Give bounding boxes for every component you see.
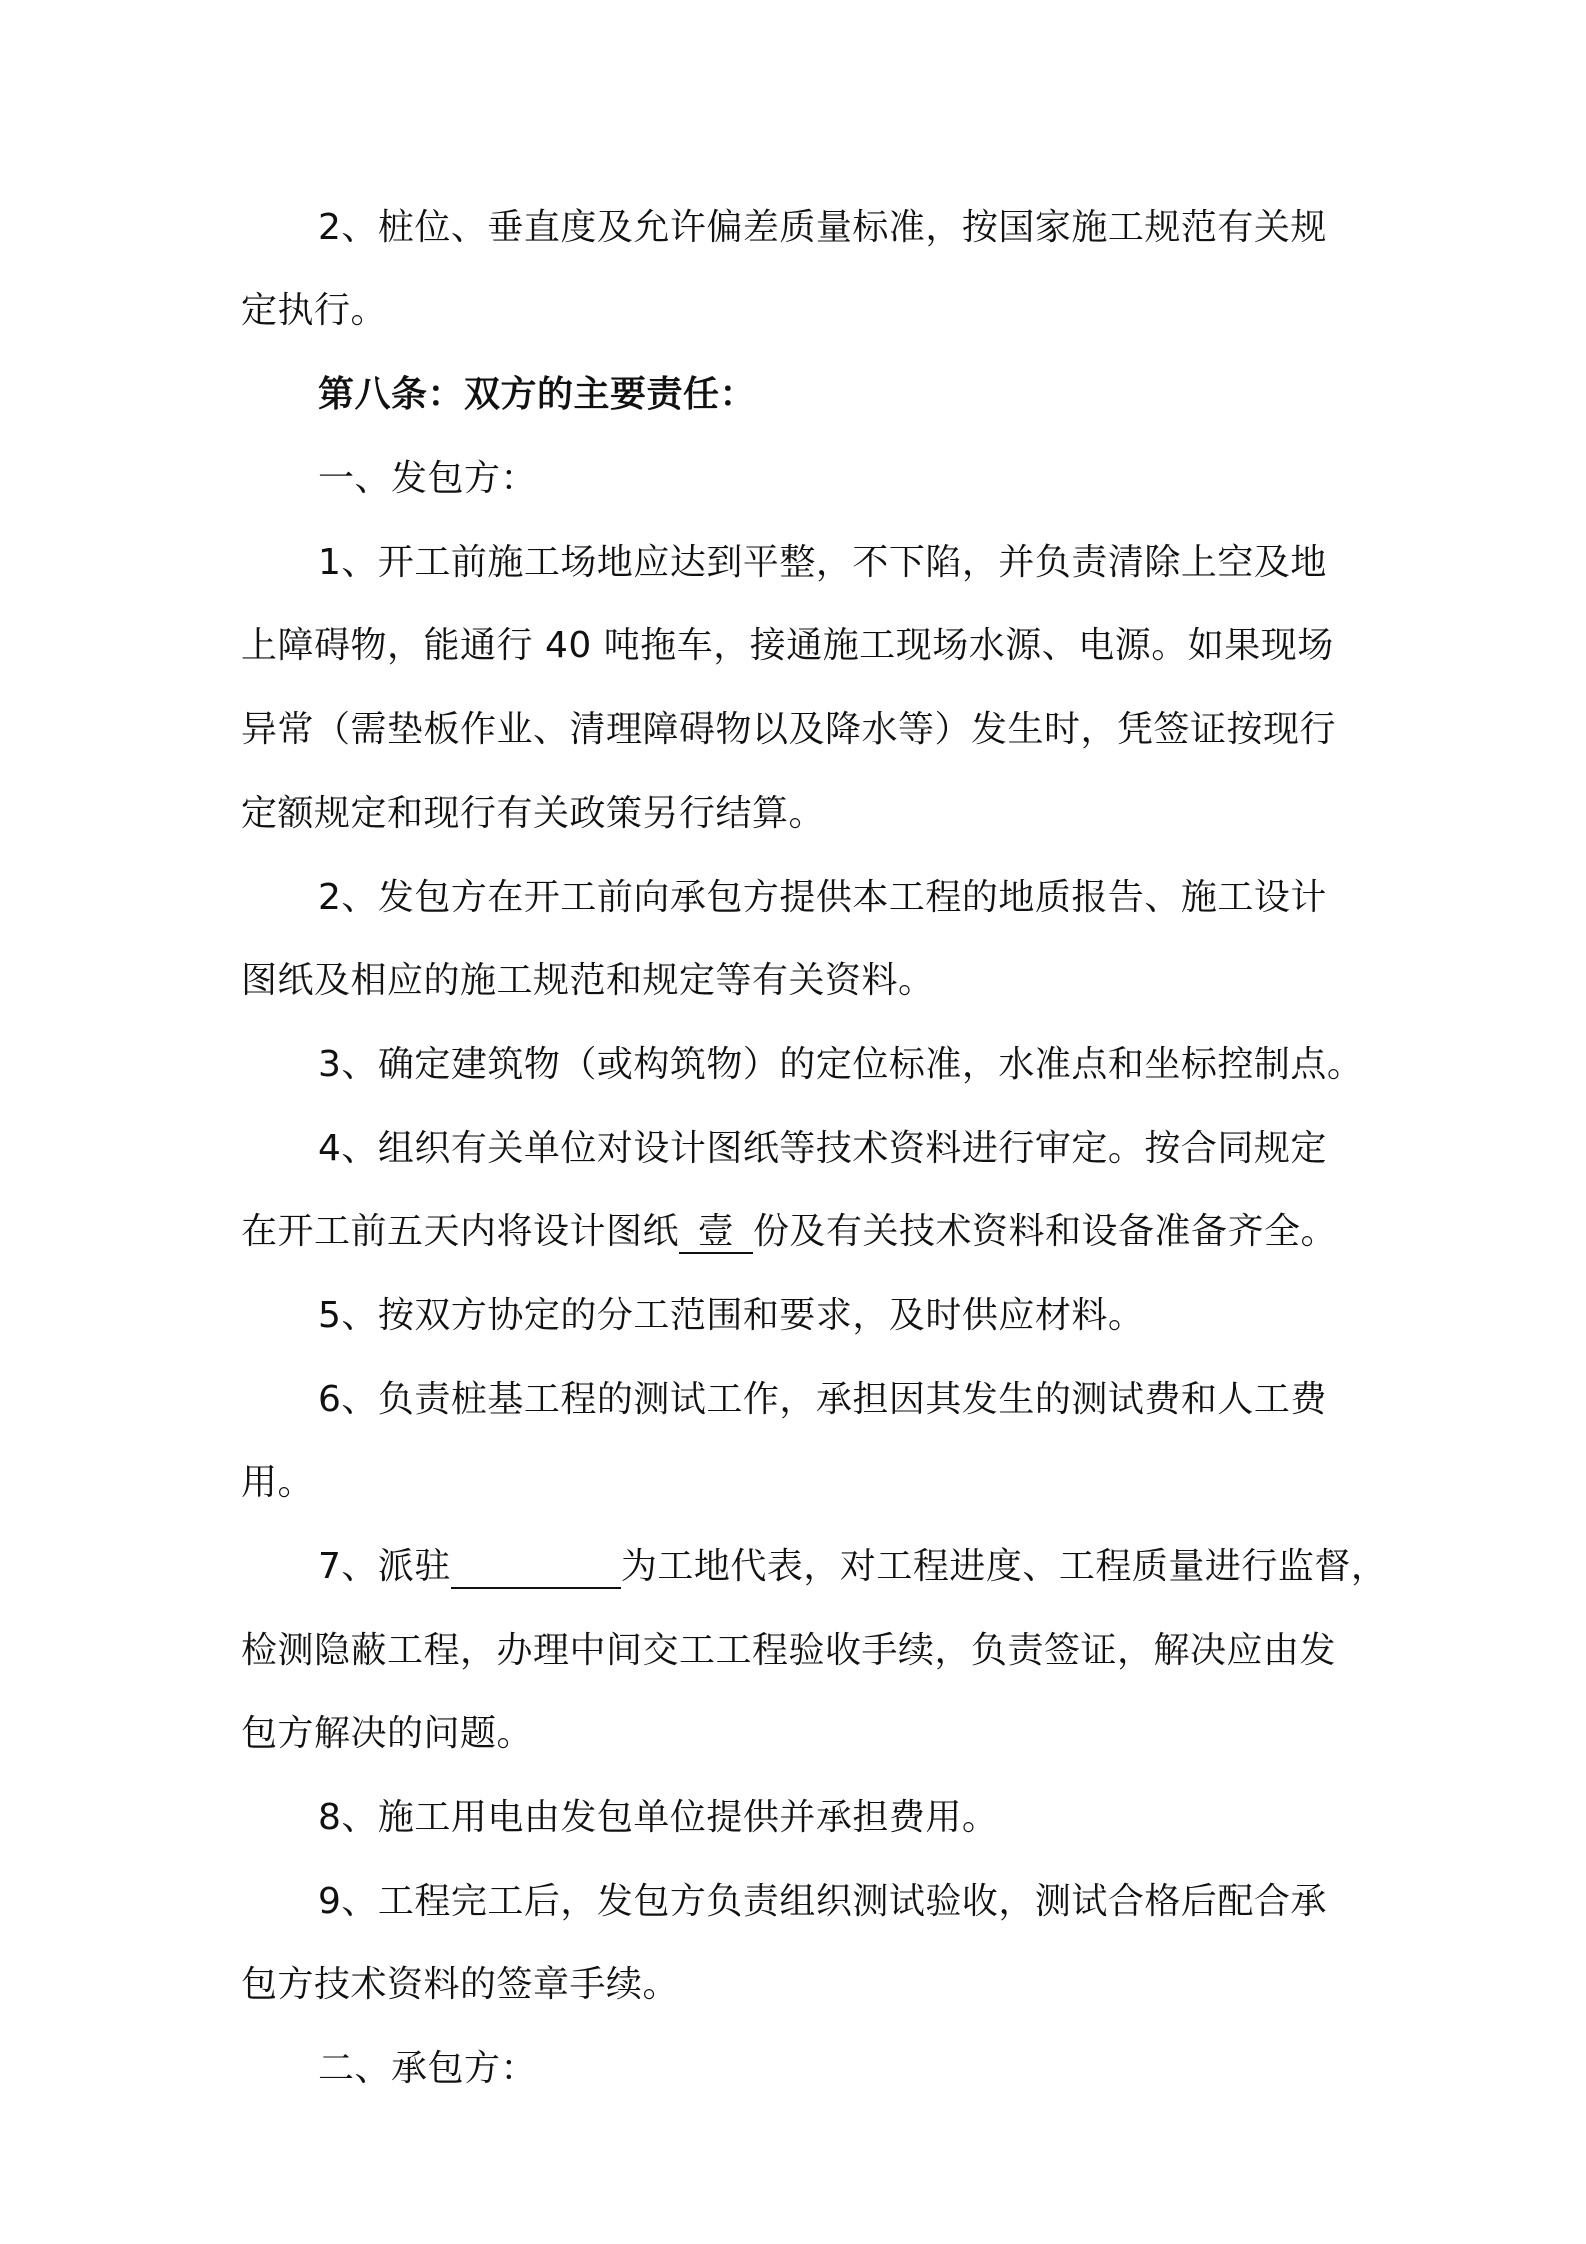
paragraph-line: 异常（需垫板作业、清理障碍物以及降水等）发生时，凭签证按现行 xyxy=(241,709,1337,750)
paragraph-line: 定执行。 xyxy=(241,290,388,331)
text-segment: 份及有关技术资料和设备准备齐全。 xyxy=(753,1211,1338,1252)
paragraph-line: 3、确定建筑物（或构筑物）的定位标准，水准点和坐标控制点。 xyxy=(318,1044,1364,1085)
paragraph-line: 6、负责桩基工程的测试工作，承担因其发生的测试费和人工费 xyxy=(318,1379,1327,1420)
paragraph-line: 用。 xyxy=(241,1462,315,1503)
paragraph-line: 2、桩位、垂直度及允许偏差质量标准，按国家施工规范有关规 xyxy=(318,207,1327,248)
paragraph-line: 2、发包方在开工前向承包方提供本工程的地质报告、施工设计 xyxy=(318,877,1327,918)
paragraph-line-with-blank xyxy=(318,1545,1387,1589)
paragraph-line: 9、工程完工后，发包方负责组织测试验收，测试合格后配合承 xyxy=(318,1881,1327,1922)
paragraph-line: 包方技术资料的签章手续。 xyxy=(241,1964,680,2005)
paragraph-line: 包方解决的问题。 xyxy=(241,1713,534,1754)
paragraph-line-with-blank xyxy=(241,1210,1337,1254)
paragraph-line: 检测隐蔽工程，办理中间交工工程验收手续，负责签证，解决应由发 xyxy=(241,1630,1337,1671)
paragraph-line: 图纸及相应的施工规范和规定等有关资料。 xyxy=(241,960,935,1001)
section-heading-contractor: 二、承包方： xyxy=(318,2048,538,2089)
text-segment: 7、派驻 xyxy=(318,1546,451,1587)
text-segment: 为工地代表，对工程进度、工程质量进行监督， xyxy=(620,1546,1388,1587)
paragraph-line: 8、施工用电由发包单位提供并承担费用。 xyxy=(318,1797,999,1838)
text-segment: 在开工前五天内将设计图纸 xyxy=(241,1211,680,1252)
fill-in-blank-site-representative xyxy=(451,1547,621,1589)
paragraph-line: 5、按双方协定的分工范围和要求，及时供应材料。 xyxy=(318,1295,1145,1336)
paragraph-line: 定额规定和现行有关政策另行结算。 xyxy=(241,793,826,834)
article-heading: 第八条：双方的主要责任： xyxy=(318,374,757,415)
section-heading-employer: 一、发包方： xyxy=(318,458,538,499)
fill-in-blank-copies: 壹 xyxy=(679,1212,753,1254)
paragraph-line: 上障碍物，能通行 40 吨拖车，接通施工现场水源、电源。如果现场 xyxy=(241,625,1334,666)
paragraph-line: 4、组织有关单位对设计图纸等技术资料进行审定。按合同规定 xyxy=(318,1128,1327,1169)
paragraph-line: 1、开工前施工场地应达到平整，不下陷，并负责清除上空及地 xyxy=(318,542,1327,583)
